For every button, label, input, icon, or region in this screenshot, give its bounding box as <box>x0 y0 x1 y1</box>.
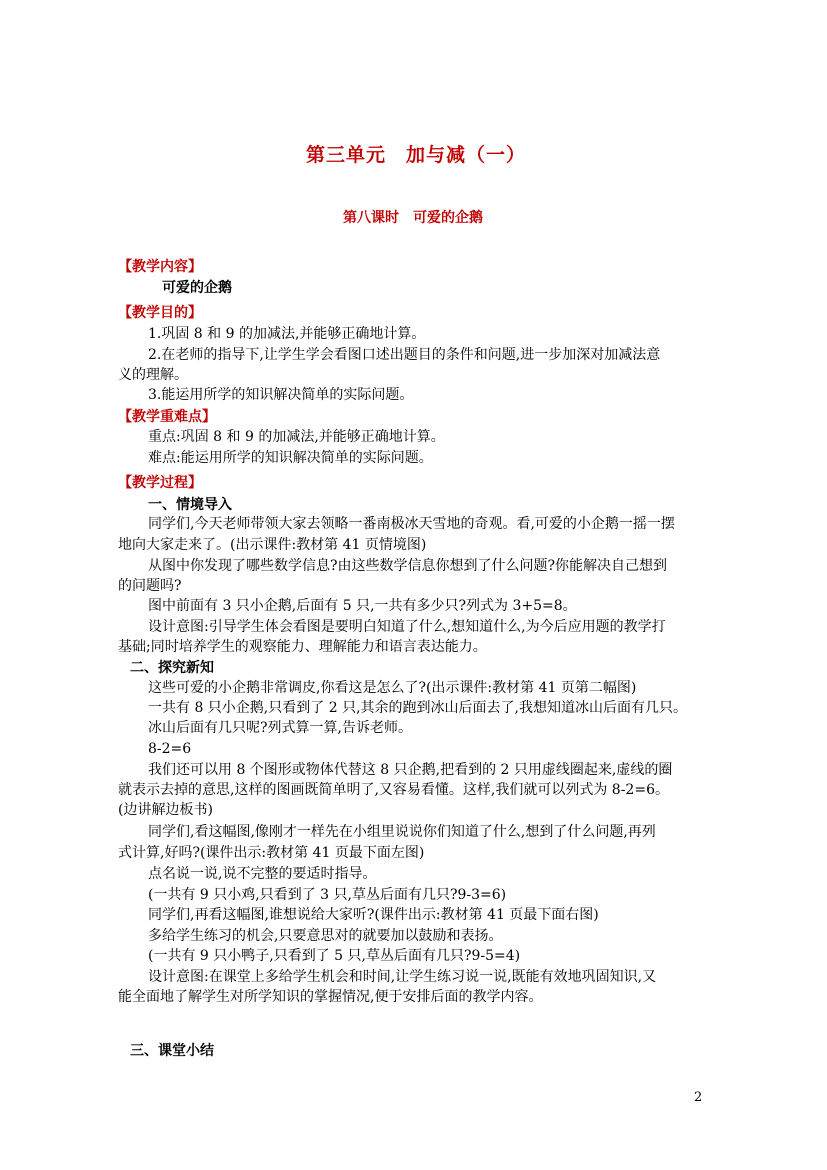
paragraph-line: 地向大家走来了。(出示课件:教材第 41 页情境图) <box>118 537 427 553</box>
key-point: 重点:巩固 8 和 9 的加减法,并能够正确地计算。 <box>148 429 445 445</box>
lesson-title: 第八课时 可爱的企鹅 <box>343 210 483 226</box>
paragraph-line: 多给学生练习的机会,只要意思对的就要加以鼓励和表扬。 <box>148 928 503 944</box>
content-text: 可爱的企鹅 <box>162 280 232 296</box>
paragraph-line: 式计算,好吗?(课件出示:教材第 41 页最下面左图) <box>118 845 425 861</box>
paragraph-line: 从图中你发现了哪些数学信息?由这些数学信息你想到了什么问题?你能解决自己想到 <box>148 558 668 574</box>
part-2-heading: 二、探究新知 <box>130 660 214 676</box>
goal-3: 3.能运用所学的知识解决简单的实际问题。 <box>148 387 414 403</box>
paragraph-line: (一共有 9 只小鸡,只看到了 3 只,草丛后面有几只?9-3=6) <box>148 887 507 903</box>
equation: 8-2=6 <box>148 741 192 757</box>
section-header-process: 【教学过程】 <box>118 475 202 491</box>
paragraph-line: 同学们,今天老师带领大家去领略一番南极冰天雪地的奇观。看,可爱的小企鹅一摇一摆 <box>148 516 675 532</box>
goal-2-line-2: 义的理解。 <box>118 367 188 383</box>
paragraph-line: (一共有 9 只小鸭子,只看到了 5 只,草丛后面有几只?9-5=4) <box>148 948 521 964</box>
section-header-key: 【教学重难点】 <box>118 409 216 425</box>
paragraph-line: 图中前面有 3 只小企鹅,后面有 5 只,一共有多少只?列式为 3+5=8。 <box>148 598 577 614</box>
part-3-heading: 三、课堂小结 <box>130 1043 214 1059</box>
paragraph-line: 同学们,看这幅图,像刚才一样先在小组里说说你们知道了什么,想到了什么问题,再列 <box>148 824 656 840</box>
paragraph-line: 基础;同时培养学生的观察能力、理解能力和语言表达能力。 <box>118 639 487 655</box>
section-header-goals: 【教学目的】 <box>118 305 202 321</box>
paragraph-line: 一共有 8 只小企鹅,只看到了 2 只,其余的跑到冰山后面去了,我想知道冰山后面有几只。 <box>148 700 687 716</box>
paragraph-line: 的问题吗? <box>118 578 182 594</box>
paragraph-line: 设计意图:在课堂上多给学生机会和时间,让学生练习说一说,既能有效地巩固知识,又 <box>148 969 657 985</box>
paragraph-line: 这些可爱的小企鹅非常调皮,你看这是怎么了?(出示课件:教材第 41 页第二幅图) <box>148 680 637 696</box>
goal-2-line-1: 2.在老师的指导下,让学生学会看图口述出题目的条件和问题,进一步加深对加减法意 <box>148 347 661 363</box>
paragraph-line: (边讲解边板书) <box>118 802 213 818</box>
goal-1: 1.巩固 8 和 9 的加减法,并能够正确地计算。 <box>148 326 426 342</box>
paragraph-line: 同学们,再看这幅图,谁想说给大家听?(课件出示:教材第 41 页最下面右图) <box>148 907 599 923</box>
part-1-heading: 一、情境导入 <box>148 497 232 513</box>
paragraph-line: 设计意图:引导学生体会看图是要明白知道了什么,想知道什么,为今后应用题的教学打 <box>148 619 666 635</box>
paragraph-line: 冰山后面有几只呢?列式算一算,告诉老师。 <box>148 720 412 736</box>
unit-title: 第三单元 加与减（一） <box>306 144 527 166</box>
difficult-point: 难点:能运用所学的知识解决简单的实际问题。 <box>148 450 433 466</box>
page-number: 2 <box>694 1090 703 1105</box>
section-header-content: 【教学内容】 <box>118 259 202 275</box>
paragraph-line: 就表示去掉的意思,这样的图画既简单明了,又容易看懂。这样,我们就可以列式为 8-2=6。 <box>118 782 669 798</box>
paragraph-line: 点名说一说,说不完整的要适时指导。 <box>148 866 377 882</box>
paragraph-line: 能全面地了解学生对所学知识的掌握情况,便于安排后面的教学内容。 <box>118 989 543 1005</box>
paragraph-line: 我们还可以用 8 个图形或物体代替这 8 只企鹅,把看到的 2 只用虚线圈起来,虚线的圈 <box>148 762 673 778</box>
